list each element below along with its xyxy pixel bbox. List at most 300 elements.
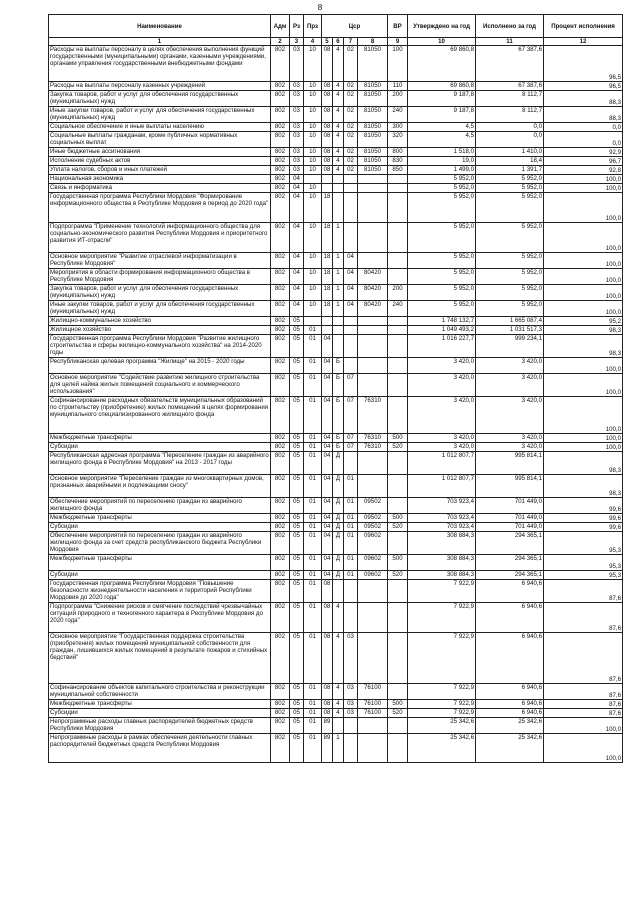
row-vr [388, 452, 408, 475]
row-csr-2 [333, 184, 344, 193]
row-approved: 1 012 807,7 [408, 452, 476, 475]
row-executed: 0,0 [476, 123, 544, 132]
table-row [49, 603, 623, 633]
row-prz: 10 [304, 123, 322, 132]
table-row [49, 374, 623, 397]
row-approved: 5 952,0 [408, 193, 476, 223]
row-name: Государственная программа Республики Мордовия "Формирование информационного общества в Республике Мордовия в период до 2020 года" [49, 193, 271, 223]
row-executed: 25 342,6 [476, 718, 544, 734]
row-name: Расходы на выплаты персоналу казенных учреждений [49, 82, 271, 91]
row-name: Основное мероприятие "Переселение граждан из многоквартирных домов, признанных аварийными и подлежащими сносу" [49, 475, 271, 498]
row-approved: 3 420,0 [408, 358, 476, 374]
row-name: Расходы на выплаты персоналу в целях обеспечения выполнения функций государственными (муниципальными) органами, казенными учреждениями, органами управления государственными внебюджетными фондами [49, 46, 271, 82]
row-approved: 5 952,0 [408, 184, 476, 193]
row-adm: 802 [271, 514, 290, 523]
row-csr-3 [344, 603, 358, 633]
row-prz [304, 317, 322, 326]
table-row [49, 166, 623, 175]
row-csr-2: Д [333, 532, 344, 555]
row-percent: 100,0 [544, 184, 623, 193]
table-row [49, 580, 623, 603]
row-prz: 01 [304, 580, 322, 603]
header-adm: Адм [271, 15, 290, 38]
row-executed: 5 952,0 [476, 184, 544, 193]
row-csr-4 [358, 452, 388, 475]
row-csr-2: Б [333, 443, 344, 452]
row-csr-1: 08 [322, 709, 333, 718]
row-name: Обеспечение мероприятий по переселению граждан из аварийного жилищного фонда [49, 498, 271, 514]
row-adm: 802 [271, 374, 290, 397]
row-csr-2: 4 [333, 132, 344, 148]
row-adm: 802 [271, 684, 290, 700]
row-csr-2: 1 [333, 285, 344, 301]
row-csr-4 [358, 326, 388, 335]
row-name: Основное мероприятие "Государственная поддержка строительства (приобретения) жилых помещений муниципальной собственности для граждан, лишившихся жилых помещений в результате пожаров и стихийных бедствий" [49, 633, 271, 684]
row-executed: 5 952,0 [476, 193, 544, 223]
row-csr-4 [358, 335, 388, 358]
row-vr [388, 193, 408, 223]
row-csr-3: 02 [344, 46, 358, 82]
row-percent: 96,5 [544, 82, 623, 91]
row-percent: 87,6 [544, 580, 623, 603]
row-executed: 25 342,6 [476, 734, 544, 763]
table-row [49, 555, 623, 571]
row-csr-2: Б [333, 434, 344, 443]
row-csr-1: 18 [322, 285, 333, 301]
row-prz: 01 [304, 358, 322, 374]
row-csr-4: 09502 [358, 498, 388, 514]
row-executed: 5 952,0 [476, 253, 544, 269]
row-rz: 05 [290, 709, 304, 718]
row-percent: 99,6 [544, 523, 623, 532]
row-executed: 1 391,7 [476, 166, 544, 175]
row-approved: 9 187,8 [408, 91, 476, 107]
row-vr [388, 397, 408, 434]
row-rz: 04 [290, 184, 304, 193]
row-rz: 03 [290, 123, 304, 132]
row-prz: 01 [304, 555, 322, 571]
col-number: 11 [476, 38, 544, 46]
row-adm: 802 [271, 148, 290, 157]
row-csr-4: 80420 [358, 269, 388, 285]
row-adm: 802 [271, 475, 290, 498]
row-csr-1: 08 [322, 82, 333, 91]
row-executed: 701 449,0 [476, 514, 544, 523]
header-csr: Цср [322, 15, 388, 38]
row-vr: 830 [388, 157, 408, 166]
row-csr-3: 03 [344, 684, 358, 700]
row-executed: 999 234,1 [476, 335, 544, 358]
row-csr-1: 18 [322, 223, 333, 253]
row-name: Софинансирование расходных обязательств муниципальных образований по строительству (приобретению) жилых помещений в целях формирования муниципального специализированного жилищного фонда [49, 397, 271, 434]
row-executed: 3 420,0 [476, 434, 544, 443]
row-approved: 5 952,0 [408, 223, 476, 253]
row-csr-2 [333, 326, 344, 335]
row-prz: 01 [304, 603, 322, 633]
row-rz: 05 [290, 514, 304, 523]
row-csr-4 [358, 718, 388, 734]
row-percent: 98,3 [544, 335, 623, 358]
row-csr-2: 1 [333, 734, 344, 763]
row-vr: 850 [388, 166, 408, 175]
table-row [49, 443, 623, 452]
table-row [49, 175, 623, 184]
row-csr-2 [333, 580, 344, 603]
row-csr-3 [344, 358, 358, 374]
row-name: Субсидии [49, 523, 271, 532]
row-csr-3: 03 [344, 700, 358, 709]
row-vr [388, 269, 408, 285]
row-approved: 1 049 493,2 [408, 326, 476, 335]
row-rz: 04 [290, 223, 304, 253]
row-csr-1: 08 [322, 700, 333, 709]
row-percent: 100,0 [544, 253, 623, 269]
row-prz: 10 [304, 193, 322, 223]
row-csr-1 [322, 184, 333, 193]
row-csr-1: 04 [322, 335, 333, 358]
row-rz: 04 [290, 269, 304, 285]
row-vr: 110 [388, 82, 408, 91]
table-row [49, 718, 623, 734]
table-row [49, 358, 623, 374]
row-adm: 802 [271, 301, 290, 317]
row-csr-3 [344, 718, 358, 734]
row-executed: 995 814,1 [476, 475, 544, 498]
row-rz: 05 [290, 580, 304, 603]
row-executed: 5 952,0 [476, 175, 544, 184]
row-percent: 100,0 [544, 734, 623, 763]
row-percent: 98,3 [544, 452, 623, 475]
row-prz: 10 [304, 157, 322, 166]
row-executed: 6 940,6 [476, 700, 544, 709]
row-rz: 05 [290, 700, 304, 709]
row-csr-3 [344, 317, 358, 326]
row-prz: 01 [304, 397, 322, 434]
row-prz: 10 [304, 148, 322, 157]
table-row [49, 123, 623, 132]
col-number: 2 [271, 38, 290, 46]
row-vr [388, 475, 408, 498]
row-csr-1: 08 [322, 123, 333, 132]
row-vr: 200 [388, 91, 408, 107]
col-number: 8 [358, 38, 388, 46]
row-csr-2: Б [333, 374, 344, 397]
row-vr [388, 498, 408, 514]
row-vr [388, 326, 408, 335]
row-vr [388, 317, 408, 326]
row-percent: 96,7 [544, 157, 623, 166]
row-adm: 802 [271, 532, 290, 555]
row-csr-1: 04 [322, 434, 333, 443]
row-name: Республиканская адресная программа "Переселение граждан из аварийного жилищного фонда в Республике Мордовия" на 2013 - 2017 годы [49, 452, 271, 475]
row-csr-2: 1 [333, 223, 344, 253]
row-vr: 100 [388, 46, 408, 82]
row-executed: 6 940,6 [476, 633, 544, 684]
row-csr-2: Д [333, 571, 344, 580]
row-name: Межбюджетные трансферты [49, 514, 271, 523]
row-name: Межбюджетные трансферты [49, 700, 271, 709]
row-prz: 01 [304, 475, 322, 498]
row-percent: 98,3 [544, 475, 623, 498]
row-executed: 67 387,6 [476, 82, 544, 91]
row-csr-3 [344, 452, 358, 475]
row-approved: 7 922,9 [408, 684, 476, 700]
row-csr-1: 18 [322, 269, 333, 285]
table-row [49, 498, 623, 514]
row-csr-4: 81050 [358, 123, 388, 132]
row-adm: 802 [271, 452, 290, 475]
row-rz: 03 [290, 91, 304, 107]
row-csr-1: 04 [322, 514, 333, 523]
row-approved: 3 420,0 [408, 443, 476, 452]
row-executed: 294 365,1 [476, 555, 544, 571]
row-adm: 802 [271, 603, 290, 633]
row-rz: 04 [290, 193, 304, 223]
row-name: Национальная экономика [49, 175, 271, 184]
row-name: Закупка товаров, работ и услуг для обеспечения государственных (муниципальных) нужд [49, 91, 271, 107]
row-percent: 95,3 [544, 555, 623, 571]
row-percent: 95,2 [544, 317, 623, 326]
row-csr-4 [358, 374, 388, 397]
row-executed: 8 112,7 [476, 107, 544, 123]
row-csr-3: 03 [344, 633, 358, 684]
row-percent: 88,3 [544, 107, 623, 123]
row-approved: 1 016 227,7 [408, 335, 476, 358]
row-csr-2: 4 [333, 148, 344, 157]
row-csr-2: Д [333, 452, 344, 475]
column-number-row [49, 38, 623, 46]
row-executed: 1 410,0 [476, 148, 544, 157]
row-adm: 802 [271, 434, 290, 443]
row-vr: 320 [388, 132, 408, 148]
row-executed: 3 420,0 [476, 358, 544, 374]
row-csr-2: 4 [333, 603, 344, 633]
row-prz: 01 [304, 734, 322, 763]
row-executed: 6 940,6 [476, 603, 544, 633]
row-rz: 05 [290, 374, 304, 397]
table-row [49, 397, 623, 434]
row-csr-4: 81050 [358, 157, 388, 166]
row-csr-3: 04 [344, 269, 358, 285]
header-prz: Прз [304, 15, 322, 38]
row-name: Основное мероприятие "Развитие отраслевой информатизации в Республике Мордовия" [49, 253, 271, 269]
row-csr-1: 04 [322, 475, 333, 498]
row-approved: 3 420,0 [408, 397, 476, 434]
row-adm: 802 [271, 700, 290, 709]
row-percent: 100,0 [544, 285, 623, 301]
table-row [49, 132, 623, 148]
row-approved: 1 518,0 [408, 148, 476, 157]
row-name: Республиканская целевая программа "Жилище" на 2015 - 2020 годы [49, 358, 271, 374]
row-name: Уплата налогов, сборов и иных платежей [49, 166, 271, 175]
row-rz: 04 [290, 175, 304, 184]
row-adm: 802 [271, 718, 290, 734]
row-adm: 802 [271, 397, 290, 434]
row-adm: 802 [271, 498, 290, 514]
col-number: 9 [388, 38, 408, 46]
row-rz: 03 [290, 132, 304, 148]
row-adm: 802 [271, 166, 290, 175]
row-csr-4: 76100 [358, 709, 388, 718]
row-approved: 69 860,8 [408, 46, 476, 82]
row-prz: 01 [304, 452, 322, 475]
row-csr-4 [358, 317, 388, 326]
row-percent: 100,0 [544, 397, 623, 434]
row-rz: 03 [290, 46, 304, 82]
row-adm: 802 [271, 326, 290, 335]
row-csr-2: 4 [333, 82, 344, 91]
row-csr-2: Д [333, 475, 344, 498]
row-csr-2 [333, 718, 344, 734]
row-prz: 01 [304, 633, 322, 684]
row-csr-2: 4 [333, 166, 344, 175]
row-adm: 802 [271, 734, 290, 763]
row-adm: 802 [271, 335, 290, 358]
row-csr-4: 76310 [358, 397, 388, 434]
row-csr-4: 09602 [358, 532, 388, 555]
table-row [49, 91, 623, 107]
row-adm: 802 [271, 223, 290, 253]
table-row [49, 193, 623, 223]
row-approved: 5 952,0 [408, 301, 476, 317]
row-csr-2: Д [333, 523, 344, 532]
row-name: Жилищно-коммунальное хозяйство [49, 317, 271, 326]
row-vr: 500 [388, 434, 408, 443]
row-rz: 03 [290, 82, 304, 91]
row-csr-1: 08 [322, 684, 333, 700]
table-row [49, 184, 623, 193]
row-percent: 100,0 [544, 301, 623, 317]
row-percent: 100,0 [544, 434, 623, 443]
row-percent: 100,0 [544, 718, 623, 734]
row-vr: 200 [388, 285, 408, 301]
row-csr-4: 76310 [358, 434, 388, 443]
row-executed: 3 420,0 [476, 443, 544, 452]
row-vr [388, 253, 408, 269]
row-csr-4: 76100 [358, 684, 388, 700]
row-percent: 87,6 [544, 709, 623, 718]
row-csr-1: 18 [322, 253, 333, 269]
row-rz: 05 [290, 475, 304, 498]
row-csr-4: 81050 [358, 46, 388, 82]
row-prz: 10 [304, 107, 322, 123]
row-executed: 5 952,0 [476, 285, 544, 301]
table-row [49, 317, 623, 326]
row-executed: 8 112,7 [476, 91, 544, 107]
row-csr-4: 09602 [358, 555, 388, 571]
row-executed: 5 952,0 [476, 301, 544, 317]
row-adm: 802 [271, 91, 290, 107]
row-rz: 05 [290, 397, 304, 434]
row-csr-3 [344, 193, 358, 223]
row-executed: 67 387,6 [476, 46, 544, 82]
row-csr-2: 4 [333, 709, 344, 718]
row-approved: 7 922,9 [408, 700, 476, 709]
row-rz: 03 [290, 166, 304, 175]
row-csr-3 [344, 580, 358, 603]
row-adm: 802 [271, 523, 290, 532]
row-csr-4 [358, 193, 388, 223]
row-csr-3 [344, 734, 358, 763]
row-rz: 05 [290, 532, 304, 555]
row-approved: 308 884,3 [408, 555, 476, 571]
row-prz: 01 [304, 718, 322, 734]
row-csr-2: 1 [333, 253, 344, 269]
row-csr-2: 4 [333, 91, 344, 107]
row-vr: 520 [388, 523, 408, 532]
row-csr-1: 08 [322, 157, 333, 166]
row-rz: 05 [290, 358, 304, 374]
row-adm: 802 [271, 709, 290, 718]
row-approved: 19,0 [408, 157, 476, 166]
row-approved: 7 922,9 [408, 709, 476, 718]
table-row [49, 326, 623, 335]
row-name: Иные закупки товаров, работ и услуг для обеспечения государственных (муниципальных) нужд [49, 107, 271, 123]
header-percent: Процент исполнения [544, 15, 623, 38]
row-csr-4: 81050 [358, 107, 388, 123]
row-csr-3: 07 [344, 397, 358, 434]
row-name: Субсидии [49, 571, 271, 580]
row-vr [388, 633, 408, 684]
row-executed: 5 952,0 [476, 223, 544, 253]
row-prz: 10 [304, 223, 322, 253]
row-adm: 802 [271, 193, 290, 223]
row-csr-1: 04 [322, 443, 333, 452]
row-adm: 802 [271, 317, 290, 326]
row-csr-1: 04 [322, 452, 333, 475]
row-rz: 05 [290, 443, 304, 452]
row-name: Социальное обеспечение и иные выплаты населению [49, 123, 271, 132]
row-csr-4: 81050 [358, 166, 388, 175]
row-csr-1: 08 [322, 148, 333, 157]
row-csr-4: 76100 [358, 700, 388, 709]
row-percent: 87,6 [544, 603, 623, 633]
row-csr-3: 01 [344, 571, 358, 580]
col-number: 6 [333, 38, 344, 46]
row-approved: 308 884,3 [408, 571, 476, 580]
row-rz: 05 [290, 523, 304, 532]
row-vr [388, 718, 408, 734]
table-row [49, 633, 623, 684]
row-executed: 1 665 087,4 [476, 317, 544, 326]
row-csr-4 [358, 734, 388, 763]
row-csr-3: 04 [344, 285, 358, 301]
row-csr-1: 04 [322, 571, 333, 580]
header-row [49, 15, 623, 38]
table-row [49, 253, 623, 269]
row-csr-1 [322, 326, 333, 335]
row-csr-3 [344, 223, 358, 253]
row-approved: 4,5 [408, 123, 476, 132]
row-approved: 7 922,9 [408, 580, 476, 603]
row-csr-1: 04 [322, 555, 333, 571]
row-csr-1: 89 [322, 718, 333, 734]
row-approved: 9 187,8 [408, 107, 476, 123]
row-prz: 01 [304, 571, 322, 580]
row-csr-1: 04 [322, 358, 333, 374]
row-approved: 1 499,0 [408, 166, 476, 175]
row-prz: 10 [304, 132, 322, 148]
row-prz: 10 [304, 91, 322, 107]
row-csr-1: 08 [322, 166, 333, 175]
row-adm: 802 [271, 555, 290, 571]
row-approved: 1 748 132,7 [408, 317, 476, 326]
row-executed: 294 365,1 [476, 571, 544, 580]
row-rz: 03 [290, 157, 304, 166]
row-approved: 308 884,3 [408, 532, 476, 555]
row-csr-3: 02 [344, 82, 358, 91]
row-csr-4: 09602 [358, 571, 388, 580]
